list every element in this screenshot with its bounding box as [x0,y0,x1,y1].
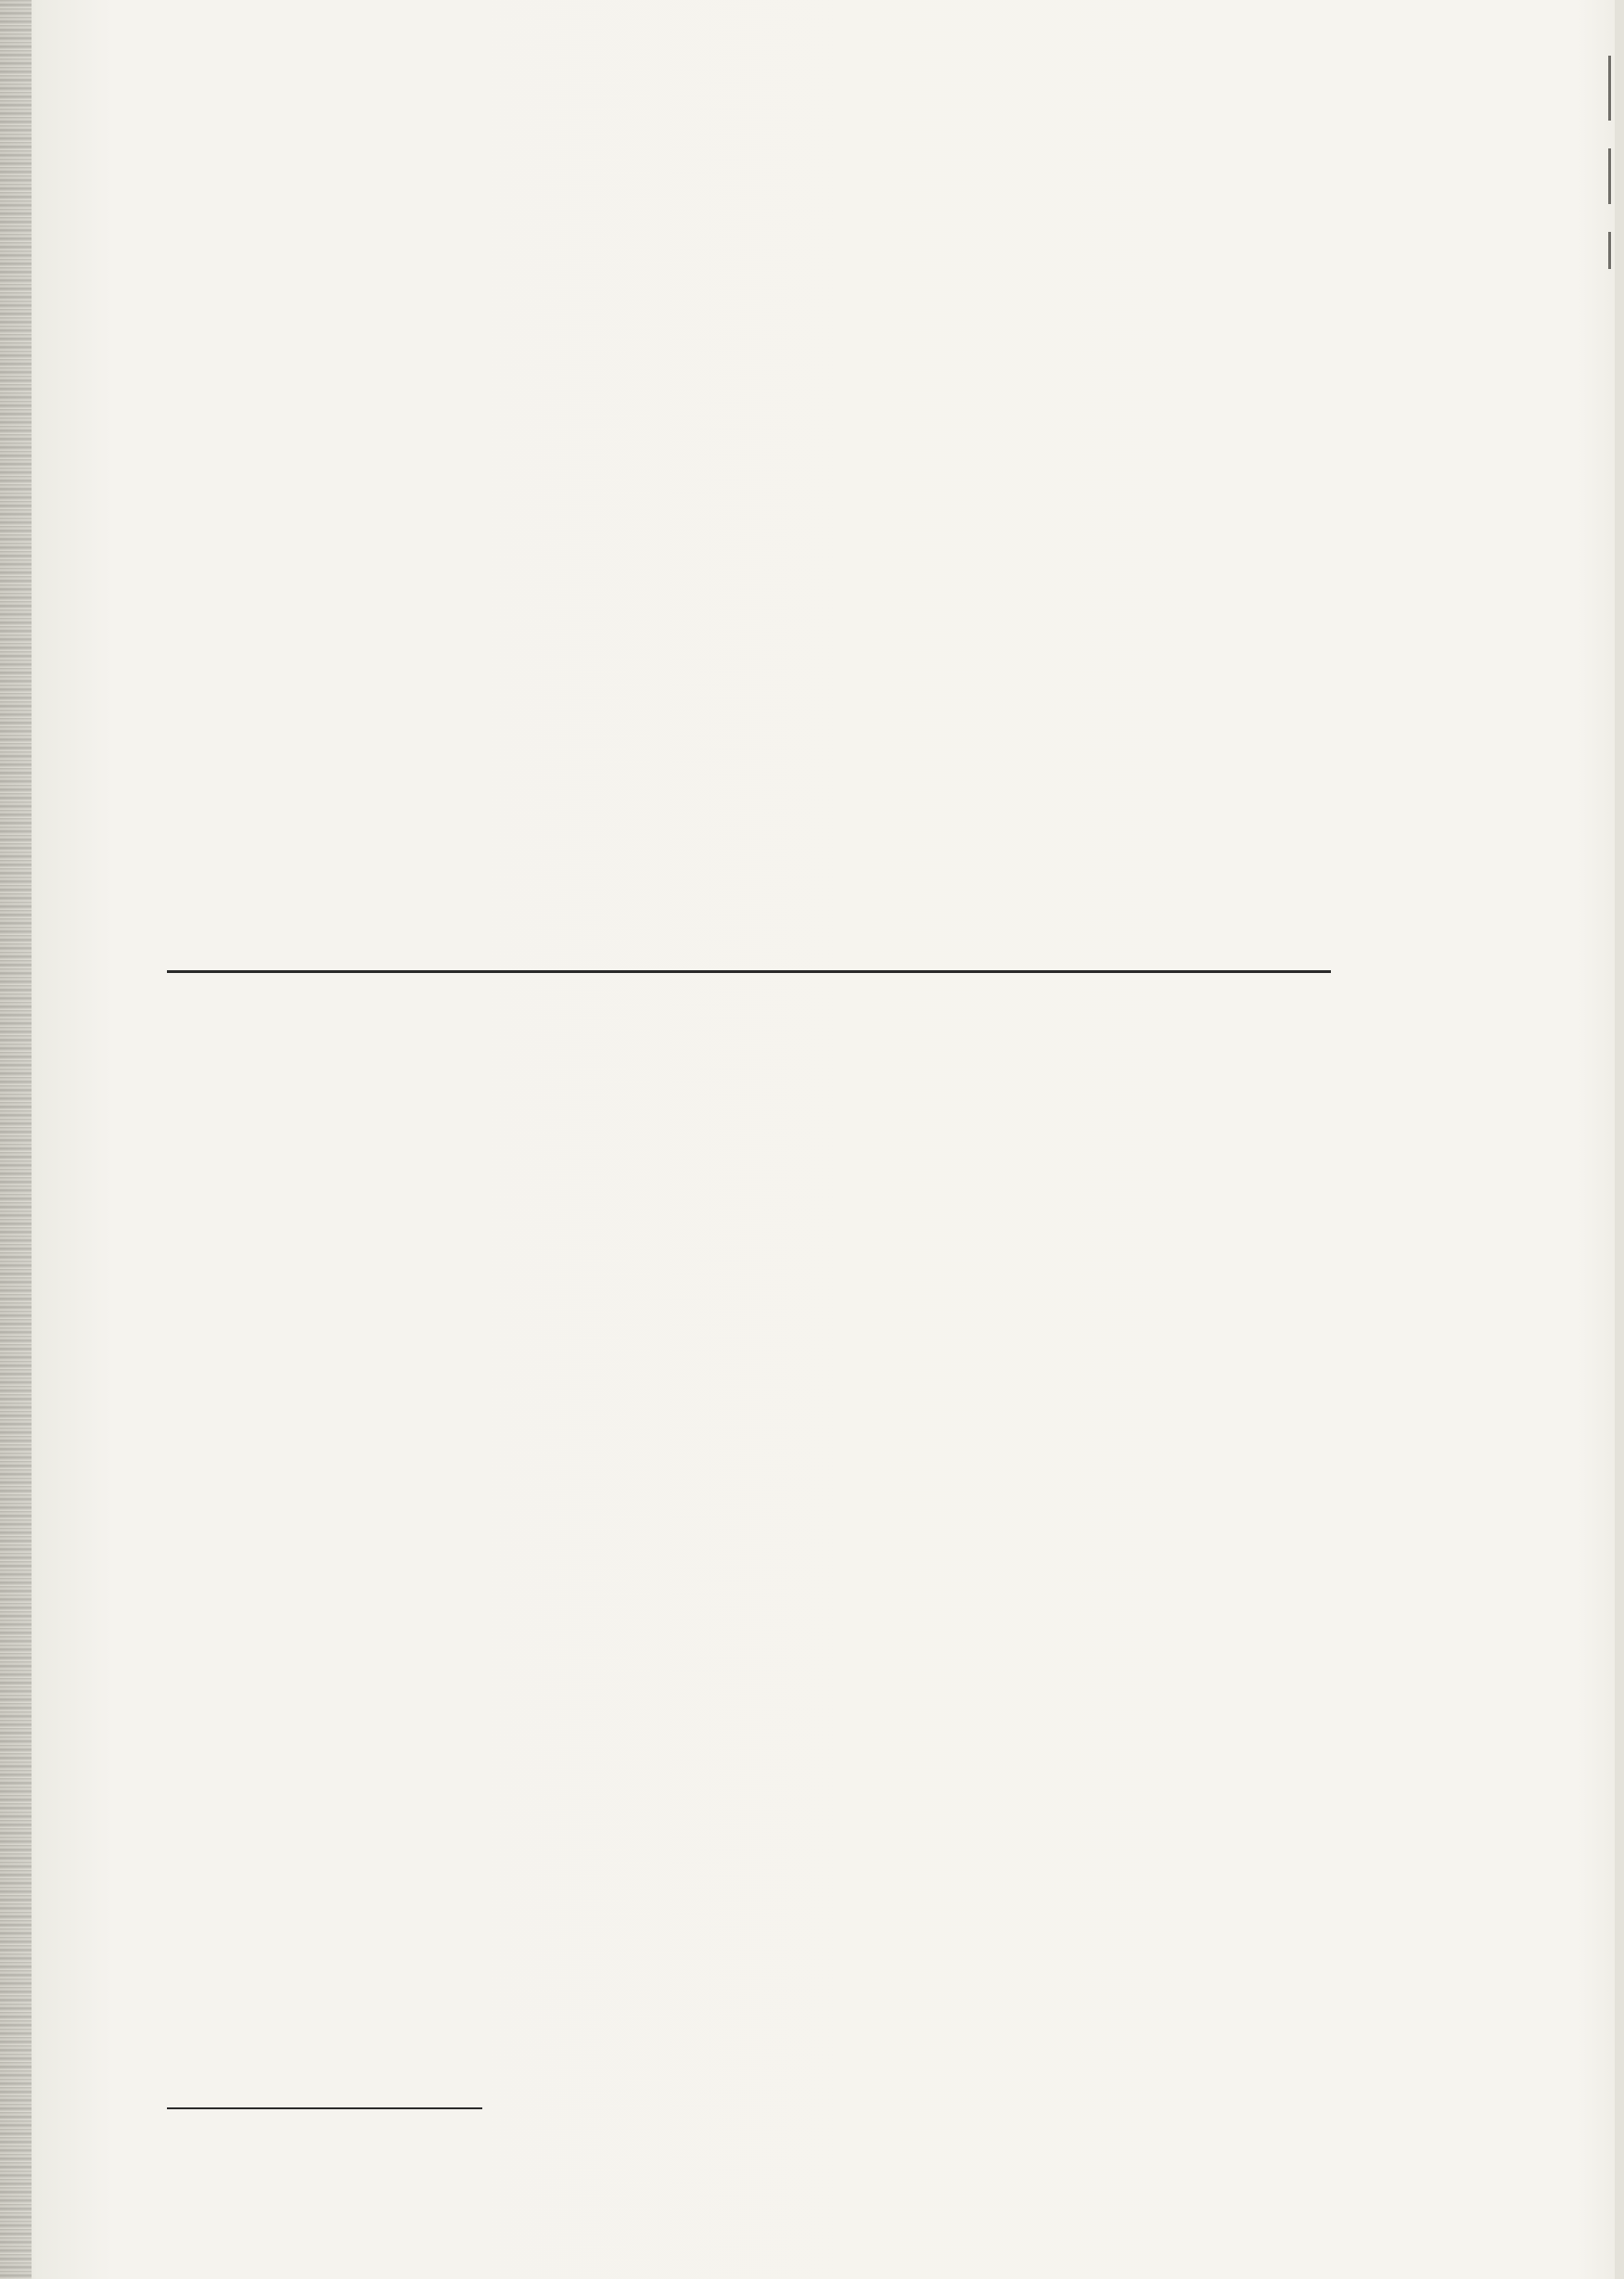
commentary-line [167,1694,1331,1752]
commentary-line [167,1460,1331,1518]
commentary-line [167,1343,1331,1402]
signature-mark [278,2184,742,2240]
commentary-line [167,1986,1331,2044]
commentary-line [167,1869,1331,1927]
verse-line [250,755,1326,831]
page-header [158,109,1326,174]
footnote [232,2124,1252,2176]
commentary-line [167,1402,1331,1460]
commentary-block [167,992,1331,2044]
edge-mark [1608,148,1611,204]
edge-mark [1608,232,1611,269]
commentary-line [167,1635,1331,1694]
page-right-edge [1615,0,1624,2279]
verse-line [250,451,1326,527]
footnote-divider [167,2107,482,2109]
commentary-line [167,1226,1331,1285]
commentary-line [167,1927,1331,1986]
commentary-line [167,1051,1331,1109]
verse-line [250,527,1326,603]
verse-line [250,831,1326,907]
verse-block [250,223,1326,983]
commentary-line [167,1752,1331,1811]
commentary-line [167,1811,1331,1869]
commentary-line [167,1285,1331,1343]
verse-line [250,375,1326,451]
edge-mark [1608,56,1611,121]
verse-line [250,299,1326,375]
commentary-line [167,992,1331,1051]
section-divider [167,970,1331,973]
verse-line [250,223,1326,299]
commentary-line [167,1518,1331,1577]
commentary-line [167,1168,1331,1226]
page-binding-edge [0,0,32,2279]
verse-line [250,679,1326,755]
commentary-line [167,1109,1331,1168]
running-title [158,109,1326,165]
commentary-line [167,1577,1331,1635]
verse-line [250,603,1326,679]
